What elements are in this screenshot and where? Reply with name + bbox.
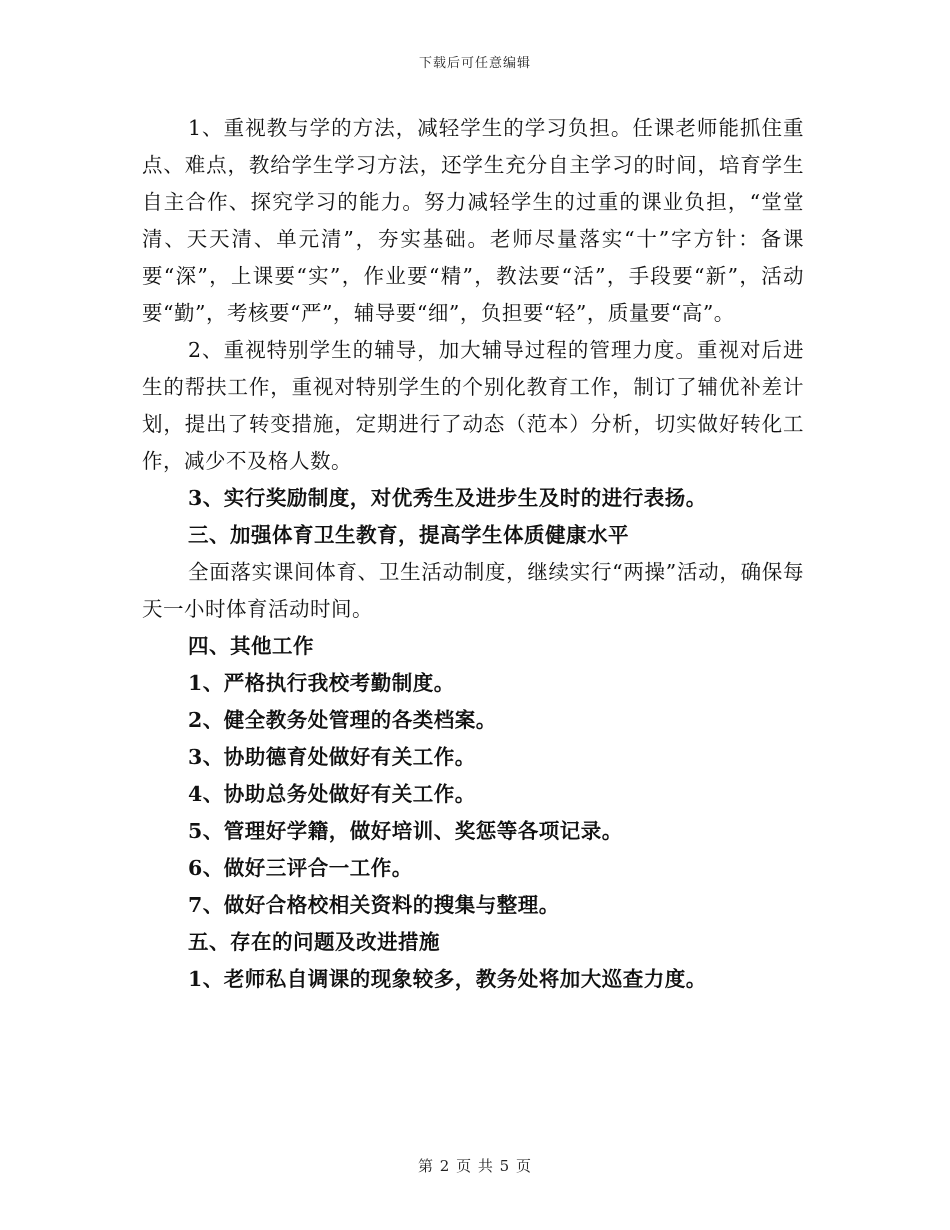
list-item: 3、协助德育处做好有关工作。: [188, 745, 476, 769]
paragraph-teaching-methods: 1、重视教与学的方法，减轻学生的学习负担。任课老师能抓住重点、难点，教给学生学习方法，还学生充分自主学习的时间，培育学生自主合作、探究学习的能力。努力减轻学生的过重的课业负担，“堂堂清、天天清、单元清”，夯实基础。老师尽量落实“十”字方针：备课要“深”，上课要“实”，作业要“精”，教法要“活”，手段要“新”，活动要“勤”，考核要“严”，辅导要“细”，负担要“轻”，质量要“高”。: [142, 116, 804, 325]
list-item: 5、管理好学籍，做好培训、奖惩等各项记录。: [188, 819, 623, 843]
document-body: [142, 110, 804, 998]
page-number-footer: 第 2 页 共 5 页: [418, 1157, 532, 1175]
paragraph-pe-activities: 全面落实课间体育、卫生活动制度，继续实行“两操”活动，确保每天一小时体育活动时间。: [142, 560, 804, 621]
section-heading-other-work: 四、其他工作: [188, 634, 314, 658]
paragraph-problem-1: 1、老师私自调课的现象较多，教务处将加大巡查力度。: [188, 967, 707, 991]
list-item: 4、协助总务处做好有关工作。: [188, 782, 476, 806]
list-item: 7、做好合格校相关资料的搜集与整理。: [188, 893, 560, 917]
list-item: 2、健全教务处管理的各类档案。: [188, 708, 497, 732]
section-heading-pe-health: 三、加强体育卫生教育，提高学生体质健康水平: [188, 523, 629, 547]
list-item: 6、做好三评合一工作。: [188, 856, 413, 880]
paragraph-reward-system: 3、实行奖励制度，对优秀生及进步生及时的进行表扬。: [188, 486, 707, 510]
paragraph-special-students: 2、重视特别学生的辅导，加大辅导过程的管理力度。重视对后进生的帮扶工作，重视对特别学生的个别化教育工作，制订了辅优补差计划，提出了转变措施，定期进行了动态（范本）分析，切实做好转化工作，减少不及格人数。: [142, 338, 804, 473]
page-header: 下载后可任意编辑: [418, 56, 531, 71]
section-heading-problems: 五、存在的问题及改进措施: [188, 930, 440, 954]
list-item: 1、严格执行我校考勤制度。: [188, 671, 455, 695]
